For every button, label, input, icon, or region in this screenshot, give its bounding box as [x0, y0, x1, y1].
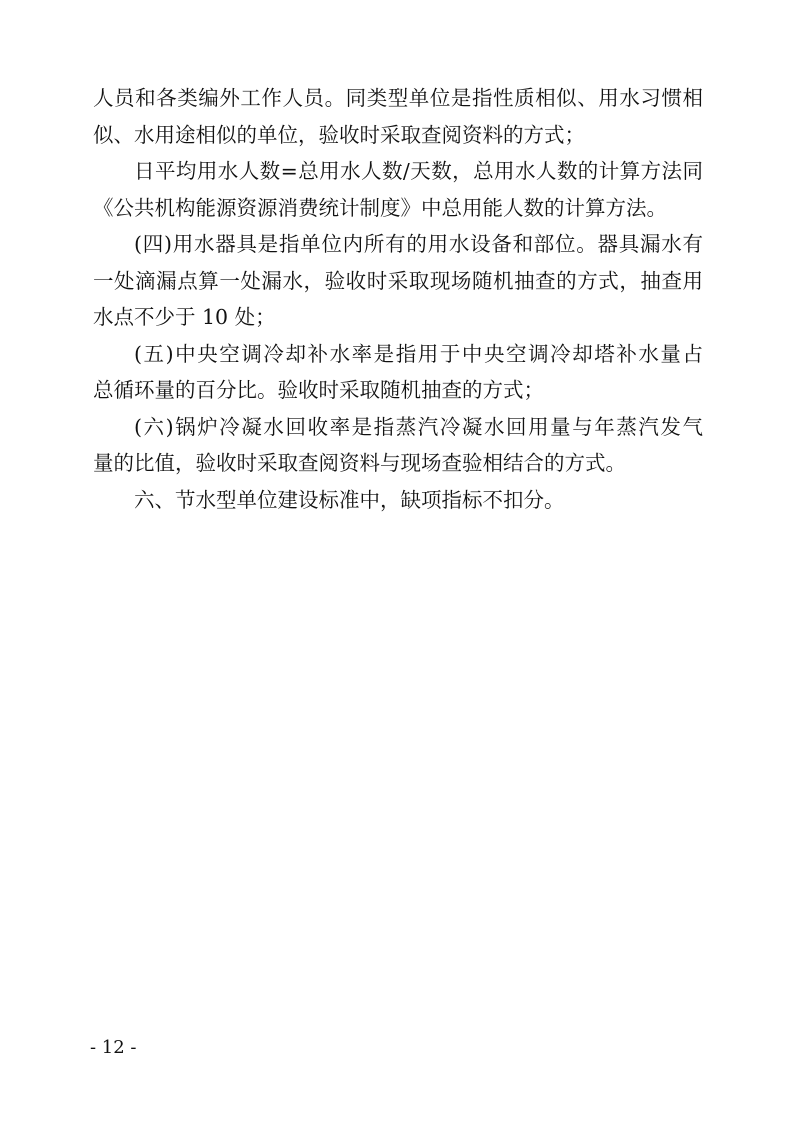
- text-line: 水点不少于 10 处；: [93, 305, 276, 329]
- body-text: [93, 80, 703, 518]
- text-line: 总循环量的百分比。验收时采取随机抽查的方式；: [93, 378, 544, 402]
- text-line: 日平均用水人数=总用水人数/天数，总用水人数的计算方法同: [134, 159, 703, 183]
- text-line: 人员和各类编外工作人员。同类型单位是指性质相似、用水习惯相: [93, 86, 703, 110]
- text-line: (六)锅炉冷凝水回收率是指蒸汽冷凝水回用量与年蒸汽发气: [134, 414, 703, 439]
- text-line: (四)用水器具是指单位内所有的用水设备和部位。器具漏水有: [134, 232, 703, 256]
- text-line: 似、水用途相似的单位，验收时采取查阅资料的方式；: [93, 122, 585, 147]
- text-line: 六、节水型单位建设标准中，缺项指标不扣分。: [134, 487, 565, 512]
- text-line: 一处滴漏点算一处漏水，验收时采取现场随机抽查的方式，抽查用: [93, 268, 703, 293]
- text-line: (五)中央空调冷却补水率是指用于中央空调冷却塔补水量占: [134, 341, 703, 366]
- text-line: 《公共机构能源资源消费统计制度》中总用能人数的计算方法。: [93, 195, 667, 220]
- page-number: - 12 -: [90, 1037, 137, 1058]
- text-line: 量的比值，验收时采取查阅资料与现场查验相结合的方式。: [93, 451, 626, 475]
